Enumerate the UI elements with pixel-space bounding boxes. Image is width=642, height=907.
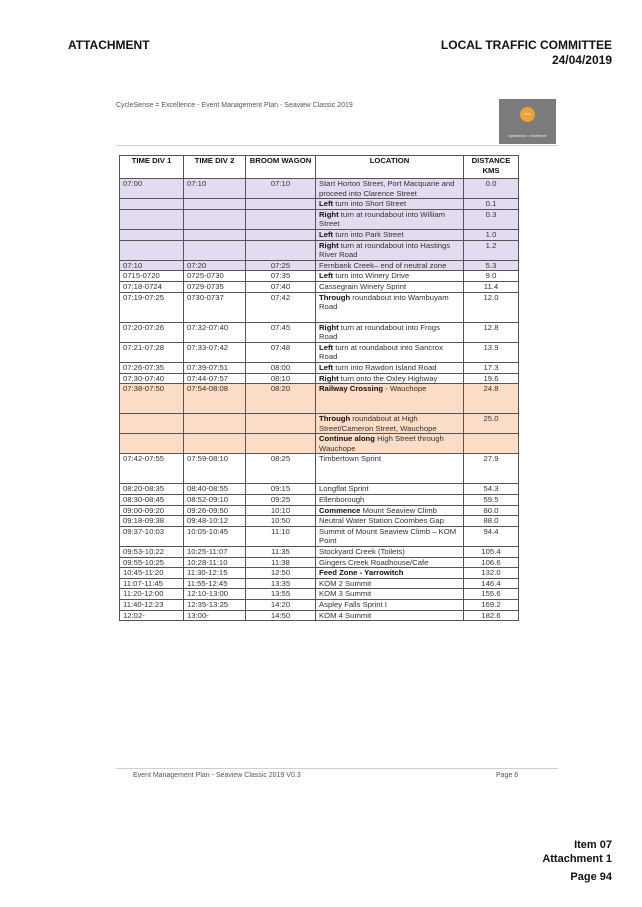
table-row xyxy=(120,292,519,322)
cell-broom-wagon: 14:20 xyxy=(246,600,316,611)
location-text: Longflat Sprint xyxy=(319,484,369,494)
cell-time-div2: 0725-0730 xyxy=(184,271,246,282)
cyclesense-logo xyxy=(499,99,556,144)
cell-time-div1: 10:45-11:20 xyxy=(120,568,184,579)
location-emphasis: Through xyxy=(319,414,351,424)
location-text: turn onto the Oxley Highway xyxy=(338,373,438,383)
location-text: High Street through Wauchope xyxy=(319,434,444,453)
cell-time-div2 xyxy=(184,240,246,260)
cell-location xyxy=(316,322,464,342)
cell-distance: 13.9 xyxy=(464,342,519,362)
cell-broom-wagon: 13:35 xyxy=(246,578,316,589)
header-distance: DISTANCE KMS xyxy=(464,156,519,179)
location-emphasis: Left xyxy=(319,342,334,352)
cell-broom-wagon xyxy=(246,209,316,229)
table-row xyxy=(120,281,519,292)
table-row xyxy=(120,600,519,611)
table-row xyxy=(120,454,519,484)
committee-header xyxy=(441,38,612,68)
location-text: KOM 3 Summit xyxy=(319,589,372,599)
table-row xyxy=(120,179,519,199)
location-text: turn at roundabout into William Street xyxy=(319,209,446,229)
table-row xyxy=(120,505,519,516)
cell-time-div2 xyxy=(184,229,246,240)
cell-time-div2: 13:00- xyxy=(184,610,246,621)
cell-time-div2: 07:54-08:08 xyxy=(184,384,246,414)
cell-distance: 24.8 xyxy=(464,384,519,414)
cell-time-div2: 07:39-07:51 xyxy=(184,362,246,373)
cell-location xyxy=(316,281,464,292)
footer-divider xyxy=(116,768,558,769)
item-number: Item 07 xyxy=(574,839,612,851)
table-row xyxy=(120,434,519,454)
cell-time-div1: 09:37-10:03 xyxy=(120,526,184,546)
cell-time-div1 xyxy=(120,414,184,434)
cell-time-div1: 12:02- xyxy=(120,610,184,621)
cell-broom-wagon: 08:10 xyxy=(246,373,316,384)
table-row xyxy=(120,240,519,260)
location-text: Mount Seaview Climb xyxy=(360,505,437,515)
table-row xyxy=(120,610,519,621)
cell-location xyxy=(316,362,464,373)
cell-time-div1: 07:19-07:25 xyxy=(120,292,184,322)
location-text: Ellenborough xyxy=(319,495,365,505)
cell-time-div1: 11:20-12:00 xyxy=(120,589,184,600)
table-row xyxy=(120,578,519,589)
cell-time-div1: 07:42-07:55 xyxy=(120,454,184,484)
cell-time-div2: 12:10-13:00 xyxy=(184,589,246,600)
cell-broom-wagon xyxy=(246,240,316,260)
cell-distance: 132.0 xyxy=(464,568,519,579)
cell-broom-wagon: 11:35 xyxy=(246,547,316,558)
cell-time-div1 xyxy=(120,209,184,229)
cell-location xyxy=(316,610,464,621)
cell-location xyxy=(316,568,464,579)
table-row xyxy=(120,342,519,362)
footer-page: Page 6 xyxy=(496,772,519,779)
cell-location xyxy=(316,179,464,199)
location-emphasis: Right xyxy=(319,209,339,219)
cell-time-div2: 09:48-10:12 xyxy=(184,516,246,527)
cell-time-div1: 09:53-10:22 xyxy=(120,547,184,558)
location-text: Fernbank Creek– end of neutral zone xyxy=(319,260,447,270)
cell-distance: 0.1 xyxy=(464,199,519,210)
cell-time-div1: 0715-0720 xyxy=(120,271,184,282)
committee-name: LOCAL TRAFFIC COMMITTEE xyxy=(440,38,612,52)
table-row xyxy=(120,526,519,546)
cell-distance: 146.4 xyxy=(464,578,519,589)
cell-location xyxy=(316,526,464,546)
cell-location xyxy=(316,271,464,282)
cell-broom-wagon: 09:25 xyxy=(246,495,316,506)
cell-time-div2: 07:10 xyxy=(184,179,246,199)
meeting-date: 24/04/2019 xyxy=(551,53,612,67)
location-emphasis: Right xyxy=(319,373,339,383)
cell-broom-wagon: 11:10 xyxy=(246,526,316,546)
location-emphasis: Through xyxy=(319,292,351,302)
table-row xyxy=(120,516,519,527)
table-row xyxy=(120,495,519,506)
cell-distance: 11.4 xyxy=(464,281,519,292)
cell-location xyxy=(316,209,464,229)
location-text: Gingers Creek Roadhouse/Cafe xyxy=(319,557,429,567)
table-row xyxy=(120,260,519,271)
location-text: Stockyard Creek (Toilets) xyxy=(319,547,405,557)
cell-time-div2: 0729-0735 xyxy=(184,281,246,292)
cell-time-div2: 08:40-08:55 xyxy=(184,484,246,495)
cell-time-div1 xyxy=(120,434,184,454)
cell-time-div1: 07:21-07:28 xyxy=(120,342,184,362)
header-divider xyxy=(116,145,558,146)
cell-time-div1: 07:20-07:26 xyxy=(120,322,184,342)
cell-broom-wagon: 07:10 xyxy=(246,179,316,199)
cell-distance: 12.8 xyxy=(464,322,519,342)
cell-broom-wagon xyxy=(246,414,316,434)
table-row xyxy=(120,362,519,373)
cell-distance: 25.0 xyxy=(464,414,519,434)
table-row xyxy=(120,484,519,495)
cell-distance: 54.3 xyxy=(464,484,519,495)
location-text: KOM 4 Summit xyxy=(319,610,372,620)
cell-distance: 155.6 xyxy=(464,589,519,600)
cell-location xyxy=(316,384,464,414)
cell-time-div1: 07:10 xyxy=(120,260,184,271)
logo-circle-icon: SYS xyxy=(520,107,535,122)
cell-broom-wagon xyxy=(246,434,316,454)
table-row xyxy=(120,384,519,414)
cell-distance: 59.5 xyxy=(464,495,519,506)
cell-time-div1: 07:38-07:50 xyxy=(120,384,184,414)
cell-location xyxy=(316,516,464,527)
cell-time-div1 xyxy=(120,240,184,260)
header-broom-wagon: BROOM WAGON xyxy=(246,156,316,179)
cell-location xyxy=(316,454,464,484)
table-header-row xyxy=(120,156,519,179)
location-text: roundabout into Wambuyam Road xyxy=(319,292,449,312)
cell-time-div1: 09:18-09:38 xyxy=(120,516,184,527)
cell-distance: 182.6 xyxy=(464,610,519,621)
cell-time-div2: 0730-0737 xyxy=(184,292,246,322)
cell-location xyxy=(316,484,464,495)
location-text: Neutral Water Station Coombes Gap xyxy=(319,516,444,526)
table-row xyxy=(120,589,519,600)
location-emphasis: Left xyxy=(319,362,334,372)
table-row xyxy=(120,209,519,229)
cell-time-div2: 09:26-09:50 xyxy=(184,505,246,516)
cell-distance: 169.2 xyxy=(464,600,519,611)
cell-distance: 0.3 xyxy=(464,209,519,229)
cell-time-div2: 08:52-09:10 xyxy=(184,495,246,506)
cell-broom-wagon: 13:55 xyxy=(246,589,316,600)
cell-broom-wagon: 07:42 xyxy=(246,292,316,322)
cell-broom-wagon: 07:48 xyxy=(246,342,316,362)
cell-time-div1: 08:30-08:45 xyxy=(120,495,184,506)
cell-broom-wagon xyxy=(246,229,316,240)
location-emphasis: Left xyxy=(319,271,334,281)
cell-distance: 5.3 xyxy=(464,260,519,271)
location-emphasis: Right xyxy=(319,240,339,250)
cell-distance: 0.0 xyxy=(464,179,519,199)
location-text: turn at roundabout into Sancrox Road xyxy=(319,342,443,362)
location-emphasis: Feed Zone - Yarrowitch xyxy=(319,568,404,578)
attachment-label: ATTACHMENT xyxy=(68,38,150,52)
cell-time-div1: 07:26-07:35 xyxy=(120,362,184,373)
cell-time-div2 xyxy=(184,414,246,434)
location-text: Timbertown Sprint xyxy=(319,454,382,464)
cell-broom-wagon xyxy=(246,199,316,210)
location-emphasis: Railway Crossing xyxy=(319,384,384,394)
cell-broom-wagon: 12:50 xyxy=(246,568,316,579)
cell-time-div1: 09:00-09:20 xyxy=(120,505,184,516)
cell-broom-wagon: 14:50 xyxy=(246,610,316,621)
location-text: turn into Short Street xyxy=(333,199,407,209)
location-text: KOM 2 Summit xyxy=(319,578,372,588)
cell-distance xyxy=(464,434,519,454)
table-row xyxy=(120,271,519,282)
cell-broom-wagon: 10:50 xyxy=(246,516,316,527)
location-text: turn into Park Street xyxy=(333,229,404,239)
cell-broom-wagon: 07:35 xyxy=(246,271,316,282)
location-text: roundabout at High Street/Cameron Street, Wauchope xyxy=(319,414,437,433)
cell-distance: 1.0 xyxy=(464,229,519,240)
cell-time-div1 xyxy=(120,199,184,210)
location-text: - Wauchope xyxy=(383,384,427,394)
cell-distance: 88.0 xyxy=(464,516,519,527)
header-time-div2: TIME DIV 2 xyxy=(184,156,246,179)
cell-location xyxy=(316,434,464,454)
location-text: turn into Winery Drive xyxy=(333,271,410,281)
location-emphasis: Right xyxy=(319,322,339,332)
cell-broom-wagon: 10:10 xyxy=(246,505,316,516)
cell-location xyxy=(316,260,464,271)
cell-time-div1 xyxy=(120,229,184,240)
cell-location xyxy=(316,240,464,260)
cell-distance: 12.0 xyxy=(464,292,519,322)
location-emphasis: Left xyxy=(319,199,334,209)
cell-time-div1: 07:00 xyxy=(120,179,184,199)
cell-location xyxy=(316,292,464,322)
location-text: turn into Rawdon Island Road xyxy=(333,362,437,372)
cell-time-div2: 11:55-12:45 xyxy=(184,578,246,589)
cell-broom-wagon: 09:15 xyxy=(246,484,316,495)
cell-time-div1: 07:18-0724 xyxy=(120,281,184,292)
cell-time-div2: 07:59-08:10 xyxy=(184,454,246,484)
location-text: turn at roundabout into Hastings River Road xyxy=(319,240,451,260)
cell-location xyxy=(316,495,464,506)
cell-location xyxy=(316,589,464,600)
cell-broom-wagon: 08:20 xyxy=(246,384,316,414)
cell-time-div2: 10:25-11:07 xyxy=(184,547,246,558)
table-row xyxy=(120,199,519,210)
cell-location xyxy=(316,414,464,434)
table-row xyxy=(120,547,519,558)
cell-time-div1: 07:30-07:40 xyxy=(120,373,184,384)
location-emphasis: Continue along xyxy=(319,434,375,444)
cell-broom-wagon: 11:38 xyxy=(246,557,316,568)
location-text: Summit of Mount Seaview Climb – KOM Point xyxy=(319,526,457,546)
cell-time-div2: 11:30-12:15 xyxy=(184,568,246,579)
cell-location xyxy=(316,229,464,240)
cell-distance: 27.9 xyxy=(464,454,519,484)
cell-location xyxy=(316,505,464,516)
location-text: Cassegrain Winery Sprint xyxy=(319,281,407,291)
header-time-div1: TIME DIV 1 xyxy=(120,156,184,179)
cell-time-div2: 07:44-07:57 xyxy=(184,373,246,384)
cell-time-div2: 12:35-13:25 xyxy=(184,600,246,611)
cell-time-div2: 07:20 xyxy=(184,260,246,271)
cell-time-div1: 11:07-11:45 xyxy=(120,578,184,589)
location-emphasis: Left xyxy=(319,229,334,239)
location-text: Aspley Falls Sprint I xyxy=(319,600,387,609)
table-row xyxy=(120,229,519,240)
cell-distance: 94.4 xyxy=(464,526,519,546)
attachment-number: Attachment 1 xyxy=(542,853,612,865)
cell-time-div2 xyxy=(184,209,246,229)
cell-distance: 105.4 xyxy=(464,547,519,558)
cell-broom-wagon: 07:45 xyxy=(246,322,316,342)
cell-location xyxy=(316,199,464,210)
location-text: turn at roundabout into Frogs Road xyxy=(319,322,440,342)
cell-broom-wagon: 07:25 xyxy=(246,260,316,271)
cell-location xyxy=(316,342,464,362)
cell-time-div2 xyxy=(184,199,246,210)
cell-location xyxy=(316,557,464,568)
cell-distance: 106.6 xyxy=(464,557,519,568)
cell-distance: 19.6 xyxy=(464,373,519,384)
table-row xyxy=(120,414,519,434)
cell-time-div1: 09:55-10:25 xyxy=(120,557,184,568)
cell-distance: 1.2 xyxy=(464,240,519,260)
cell-broom-wagon: 07:40 xyxy=(246,281,316,292)
cell-broom-wagon: 08:00 xyxy=(246,362,316,373)
page-number: Page 94 xyxy=(570,871,612,883)
cell-distance: 17.3 xyxy=(464,362,519,373)
table-row xyxy=(120,373,519,384)
cell-time-div1: 08:20-08:35 xyxy=(120,484,184,495)
document-title: CycleSense = Excellence - Event Management Plan - Seaview Classic 2019 xyxy=(116,102,353,109)
cell-location xyxy=(316,578,464,589)
cell-time-div1: 11:40-12:23 xyxy=(120,600,184,611)
location-text: Start Horton Street, Port Macquarie and proceed into Clarence Street xyxy=(319,179,455,198)
location-emphasis: Commence xyxy=(319,505,361,515)
cell-location xyxy=(316,373,464,384)
cell-time-div2: 10:28-11:10 xyxy=(184,557,246,568)
cell-time-div2: 07:32-07:40 xyxy=(184,322,246,342)
cell-time-div2 xyxy=(184,434,246,454)
cell-time-div2: 07:33-07:42 xyxy=(184,342,246,362)
cell-distance: 9.0 xyxy=(464,271,519,282)
item-reference xyxy=(542,838,612,866)
cell-location xyxy=(316,600,464,611)
cell-time-div2: 10:05-10:45 xyxy=(184,526,246,546)
footer-doc-name: Event Management Plan - Seaview Classic 2019 V0.3 xyxy=(133,772,301,779)
table-row xyxy=(120,568,519,579)
cell-broom-wagon: 08:25 xyxy=(246,454,316,484)
table-row xyxy=(120,557,519,568)
table-row xyxy=(120,322,519,342)
logo-tagline: cyclesense = excellence xyxy=(508,134,547,138)
route-schedule-table xyxy=(119,155,519,621)
cell-distance: 80.0 xyxy=(464,505,519,516)
header-location: LOCATION xyxy=(316,156,464,179)
cell-location xyxy=(316,547,464,558)
